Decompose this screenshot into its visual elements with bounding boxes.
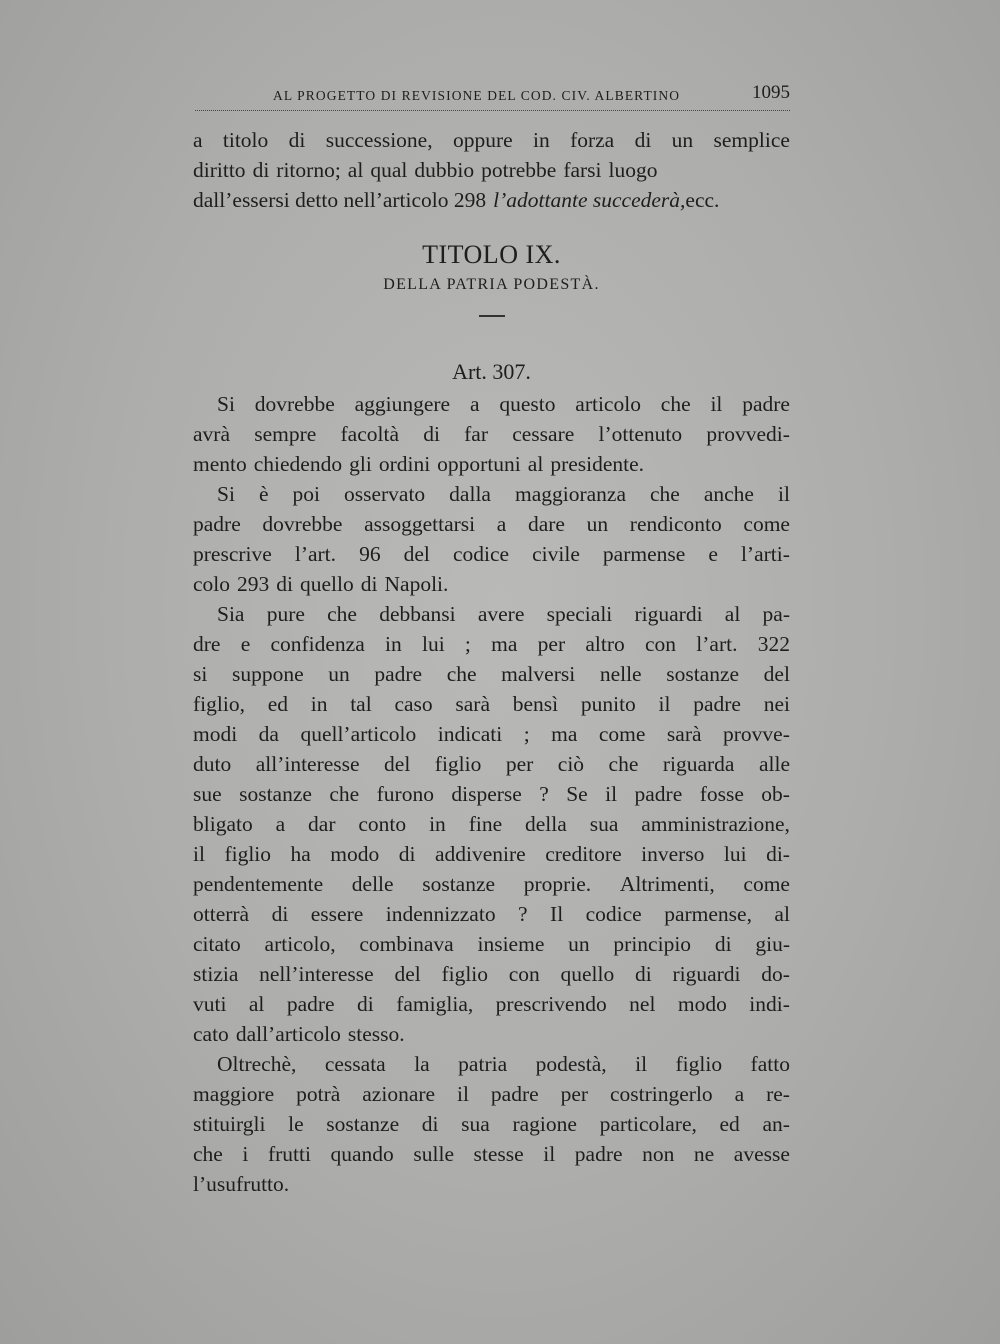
word: bensì (512, 692, 559, 716)
word: qual (370, 158, 408, 182)
word: azionare (362, 1082, 436, 1106)
word: e (708, 542, 718, 566)
word: per (505, 752, 534, 776)
text-line (193, 419, 790, 449)
word: addivenire (434, 842, 526, 866)
word: riguarda (662, 752, 735, 776)
word: che (650, 482, 680, 506)
word: bligato (193, 812, 253, 836)
word: 293 (237, 572, 270, 596)
word: nei (763, 692, 790, 716)
word: provve- (723, 722, 790, 746)
word: essere (310, 902, 364, 926)
word: sarà (666, 722, 702, 746)
word: an- (762, 1112, 790, 1136)
word: titolo (222, 128, 269, 152)
word: al (527, 452, 544, 476)
word: lui (723, 842, 747, 866)
word: amministrazione, (641, 812, 790, 836)
word: quell’articolo (300, 722, 417, 746)
text-line (193, 959, 790, 989)
word: sua (461, 1112, 490, 1136)
word: caso (394, 692, 433, 716)
word: stesso. (347, 1022, 405, 1046)
word: ; (464, 632, 471, 656)
text-line (193, 1019, 790, 1049)
title-heading: TITOLO IX. (422, 240, 561, 269)
word: stesse (473, 1142, 524, 1166)
word: padre (374, 662, 423, 686)
word: al (724, 602, 741, 626)
word: conto (358, 812, 407, 836)
word: sostanze (326, 1112, 400, 1136)
separator (193, 297, 790, 355)
word: Se (566, 782, 588, 806)
body-text (193, 125, 790, 1199)
word: sempre (254, 422, 317, 446)
word: speciali (546, 602, 613, 626)
word: non (642, 1142, 675, 1166)
article-body (193, 389, 790, 1199)
page-header (195, 80, 790, 111)
word: lui (421, 632, 445, 656)
word: a (734, 1082, 745, 1106)
word: sua (589, 812, 619, 836)
word: come (598, 722, 646, 746)
text-line (193, 989, 790, 1019)
paragraph (193, 479, 790, 599)
word: 322 (757, 632, 790, 656)
word: a (469, 392, 480, 416)
word: giu- (755, 932, 790, 956)
word: che (329, 782, 360, 806)
word: della (525, 812, 567, 836)
word: fatto (750, 1052, 790, 1076)
word: costringerlo (609, 1082, 713, 1106)
word: il (543, 1142, 556, 1166)
word: frutti (267, 1142, 311, 1166)
word: nelle (599, 662, 642, 686)
word: che (193, 1142, 223, 1166)
word: modo (677, 992, 727, 1016)
text-line (193, 599, 790, 629)
word: parmense (602, 542, 686, 566)
word: di (288, 128, 306, 152)
word: del (403, 542, 430, 566)
word: successione, (325, 128, 433, 152)
word: il (193, 842, 205, 866)
word: in (532, 128, 550, 152)
word: in (429, 812, 446, 836)
text-line (193, 569, 790, 599)
word: di (421, 1112, 439, 1136)
word: figlio (224, 842, 272, 866)
word: semplice (713, 128, 790, 152)
text-line (193, 749, 790, 779)
word: patria (458, 1052, 508, 1076)
word: il (605, 782, 618, 806)
text-line (193, 1079, 790, 1109)
word: gli (349, 452, 372, 476)
word: oppure (452, 128, 513, 152)
word: di (634, 962, 652, 986)
word: dall’articolo (235, 1022, 341, 1046)
word: Altrimenti, (619, 872, 715, 896)
word: questo (499, 392, 556, 416)
word: forza (570, 128, 615, 152)
word: furono (376, 782, 434, 806)
word: per (537, 632, 566, 656)
word: del (394, 962, 421, 986)
word: avrà (193, 422, 230, 446)
word: padre (742, 392, 790, 416)
word: nell’interesse (259, 962, 374, 986)
word: ritorno; (276, 158, 341, 182)
word: un (568, 932, 590, 956)
word: dar (308, 812, 336, 836)
text-line (193, 659, 790, 689)
word: articolo, (264, 932, 336, 956)
word: che (446, 662, 477, 686)
word: ed (267, 692, 288, 716)
word: presidente. (550, 452, 645, 476)
word: maggiore (193, 1082, 275, 1106)
word: stituirgli (193, 1112, 266, 1136)
word: insieme (477, 932, 545, 956)
word: combinava (359, 932, 454, 956)
word: del (384, 752, 411, 776)
word: al (347, 158, 364, 182)
word: a (275, 812, 286, 836)
word: quello (560, 962, 615, 986)
word: debbansi (379, 602, 456, 626)
word: indi- (749, 992, 790, 1016)
word: riguardi (634, 602, 703, 626)
title-subheading: DELLA PATRIA PODESTÀ. (383, 276, 600, 293)
word: parmense, (664, 902, 752, 926)
text-line (193, 1169, 790, 1199)
word: Oltrechè, (217, 1052, 297, 1076)
word: dalla (449, 482, 491, 506)
intro-text: dall’essersi detto nell’articolo 298 (193, 188, 487, 212)
word: un (328, 662, 350, 686)
word: come (743, 872, 790, 896)
word: modi (193, 722, 238, 746)
word: ordini (378, 452, 431, 476)
word: punito (580, 692, 636, 716)
word: fine (468, 812, 503, 836)
word: particolare, (599, 1112, 697, 1136)
text-line (193, 1049, 790, 1079)
word: ? (539, 782, 549, 806)
word: in (310, 692, 328, 716)
word: creditore (545, 842, 622, 866)
word: di (357, 992, 374, 1016)
word: padre (574, 1142, 623, 1166)
word: un (671, 128, 694, 152)
word: ciò (557, 752, 585, 776)
word: stizia (193, 962, 239, 986)
page-number: 1095 (752, 82, 790, 103)
word: di (271, 902, 289, 926)
intro-text-end: ecc. (685, 188, 720, 212)
text-line (193, 629, 790, 659)
word: far (464, 422, 489, 446)
word: Il (550, 902, 564, 926)
word: al (248, 992, 265, 1016)
word: al (774, 902, 790, 926)
word: i (242, 1142, 249, 1166)
word: il (710, 392, 723, 416)
word: la (414, 1052, 430, 1076)
text-line (193, 899, 790, 929)
word: di (398, 842, 416, 866)
word: altro (585, 632, 625, 656)
word: provvedi- (706, 422, 790, 446)
word: diritto (193, 158, 246, 182)
word: opportuni (437, 452, 521, 476)
word: 96 (359, 542, 381, 566)
word: sostanze (422, 872, 496, 896)
word: che (608, 752, 639, 776)
word: il (777, 482, 790, 506)
word: alle (758, 752, 790, 776)
word: nel (629, 992, 656, 1016)
word: l’arti- (740, 542, 790, 566)
word: anche (703, 482, 754, 506)
word: chiedendo (253, 452, 343, 476)
word: maggioranza (514, 482, 626, 506)
word: ma (491, 632, 518, 656)
word: ha (290, 842, 311, 866)
word: articolo (575, 392, 641, 416)
word: quello (300, 572, 354, 596)
word: famiglia, (396, 992, 474, 1016)
text-line (193, 125, 790, 155)
word: di (423, 422, 440, 446)
word: inverso (641, 842, 705, 866)
word: Si (217, 392, 235, 416)
text-line (193, 1139, 790, 1169)
word: riguardi (672, 962, 741, 986)
word: sulle (413, 1142, 454, 1166)
word: padre (490, 1082, 539, 1106)
word: Napoli. (384, 572, 449, 596)
word: pa- (762, 602, 790, 626)
word: cessare (512, 422, 575, 446)
word: luogo (608, 158, 658, 182)
word: a (193, 128, 203, 152)
word: proprie. (523, 872, 592, 896)
word: ? (518, 902, 528, 926)
text-line (193, 779, 790, 809)
word: padre (634, 782, 683, 806)
text-line (193, 539, 790, 569)
word: del (763, 662, 790, 686)
word: suppone (231, 662, 304, 686)
word: è (258, 482, 269, 506)
word: ma (551, 722, 578, 746)
text-line (193, 869, 790, 899)
word: fosse (699, 782, 744, 806)
word: ed (719, 1112, 740, 1136)
word: confidenza (270, 632, 365, 656)
text-line (193, 389, 790, 419)
word: do- (761, 962, 790, 986)
word: sue (193, 782, 222, 806)
word: potrà (296, 1082, 341, 1106)
word: figlio (434, 752, 482, 776)
word: vuti (193, 992, 227, 1016)
paragraph (193, 1049, 790, 1199)
text-line (193, 155, 790, 185)
word: Si (217, 482, 235, 506)
word: figlio (441, 962, 489, 986)
word: Sia (217, 602, 245, 626)
word: otterrà (193, 902, 250, 926)
text-line (193, 689, 790, 719)
word: dovrebbe (262, 512, 343, 536)
word: di (634, 128, 652, 152)
word: si (193, 662, 208, 686)
text-line (193, 185, 790, 215)
word: ne (693, 1142, 715, 1166)
word: di (276, 572, 294, 596)
word: figlio, (193, 692, 245, 716)
word: l’art. (294, 542, 337, 566)
word: malversi (501, 662, 576, 686)
word: figlio (675, 1052, 723, 1076)
word: padre (193, 512, 241, 536)
word: all’interesse (255, 752, 360, 776)
word: in (385, 632, 402, 656)
word: indennizzato (385, 902, 496, 926)
word: osservato (343, 482, 426, 506)
word: di- (766, 842, 790, 866)
word: prescrivendo (495, 992, 607, 1016)
word: l’ottenuto (598, 422, 683, 446)
word: come (743, 512, 790, 536)
word: pure (266, 602, 305, 626)
word: farsi (563, 158, 602, 182)
intro-emphasis: l’adottante succederà, (493, 188, 686, 212)
article-heading: Art. 307. (452, 359, 531, 384)
word: mento (193, 452, 247, 476)
word: sarà (455, 692, 490, 716)
word: ; (523, 722, 530, 746)
word: re- (766, 1082, 790, 1106)
word: avesse (733, 1142, 790, 1166)
word: codice (452, 542, 510, 566)
word: dubbio (414, 158, 475, 182)
word: che (327, 602, 357, 626)
word: a (496, 512, 507, 536)
separator-rule (479, 315, 505, 317)
word: facoltà (340, 422, 399, 446)
intro-paragraph (193, 125, 790, 185)
word: padre (693, 692, 741, 716)
word: indicati (437, 722, 503, 746)
word: colo (193, 572, 231, 596)
word: sostanze (239, 782, 312, 806)
word: che (660, 392, 691, 416)
word: con (508, 962, 540, 986)
word: di (360, 572, 378, 596)
text-line (193, 929, 790, 959)
word: con (644, 632, 677, 656)
word: aggiungere (354, 392, 451, 416)
word: assoggettarsi (364, 512, 476, 536)
word: il (658, 692, 671, 716)
word: rendiconto (629, 512, 722, 536)
word: il (457, 1082, 469, 1106)
word: padre (286, 992, 335, 1016)
text-line (193, 719, 790, 749)
word: l’usufrutto. (193, 1172, 290, 1196)
word: sostanze (666, 662, 740, 686)
word: disperse (451, 782, 522, 806)
word: di (252, 158, 270, 182)
running-head: AL PROGETTO DI REVISIONE DEL COD. CIV. ALBERTINO (273, 88, 681, 103)
word: per (560, 1082, 589, 1106)
text-line (193, 1109, 790, 1139)
word: delle (351, 872, 394, 896)
word: il (635, 1052, 648, 1076)
text-line (193, 809, 790, 839)
word: dovrebbe (254, 392, 335, 416)
text-line (193, 479, 790, 509)
word: poi (292, 482, 320, 506)
word: prescrive (193, 542, 272, 566)
paragraph (193, 389, 790, 479)
text-line (193, 839, 790, 869)
word: cessata (324, 1052, 386, 1076)
word: principio (613, 932, 692, 956)
word: cato (193, 1022, 229, 1046)
word: pendentemente (193, 872, 324, 896)
word: modo (330, 842, 380, 866)
text-line (193, 509, 790, 539)
word: codice (585, 902, 642, 926)
word: tal (350, 692, 372, 716)
word: citato (193, 932, 241, 956)
word: un (586, 512, 609, 536)
word: e (240, 632, 251, 656)
word: di (714, 932, 732, 956)
paragraph (193, 599, 790, 1049)
word: ob- (761, 782, 790, 806)
word: potrebbe (481, 158, 557, 182)
word: l’art. (696, 632, 738, 656)
word: ragione (512, 1112, 577, 1136)
word: civile (532, 542, 580, 566)
word: duto (193, 752, 232, 776)
word: le (288, 1112, 304, 1136)
word: da (258, 722, 279, 746)
word: avere (477, 602, 525, 626)
word: dare (527, 512, 565, 536)
word: dre (193, 632, 221, 656)
word: quando (330, 1142, 394, 1166)
word: podestà, (535, 1052, 607, 1076)
text-line (193, 449, 790, 479)
